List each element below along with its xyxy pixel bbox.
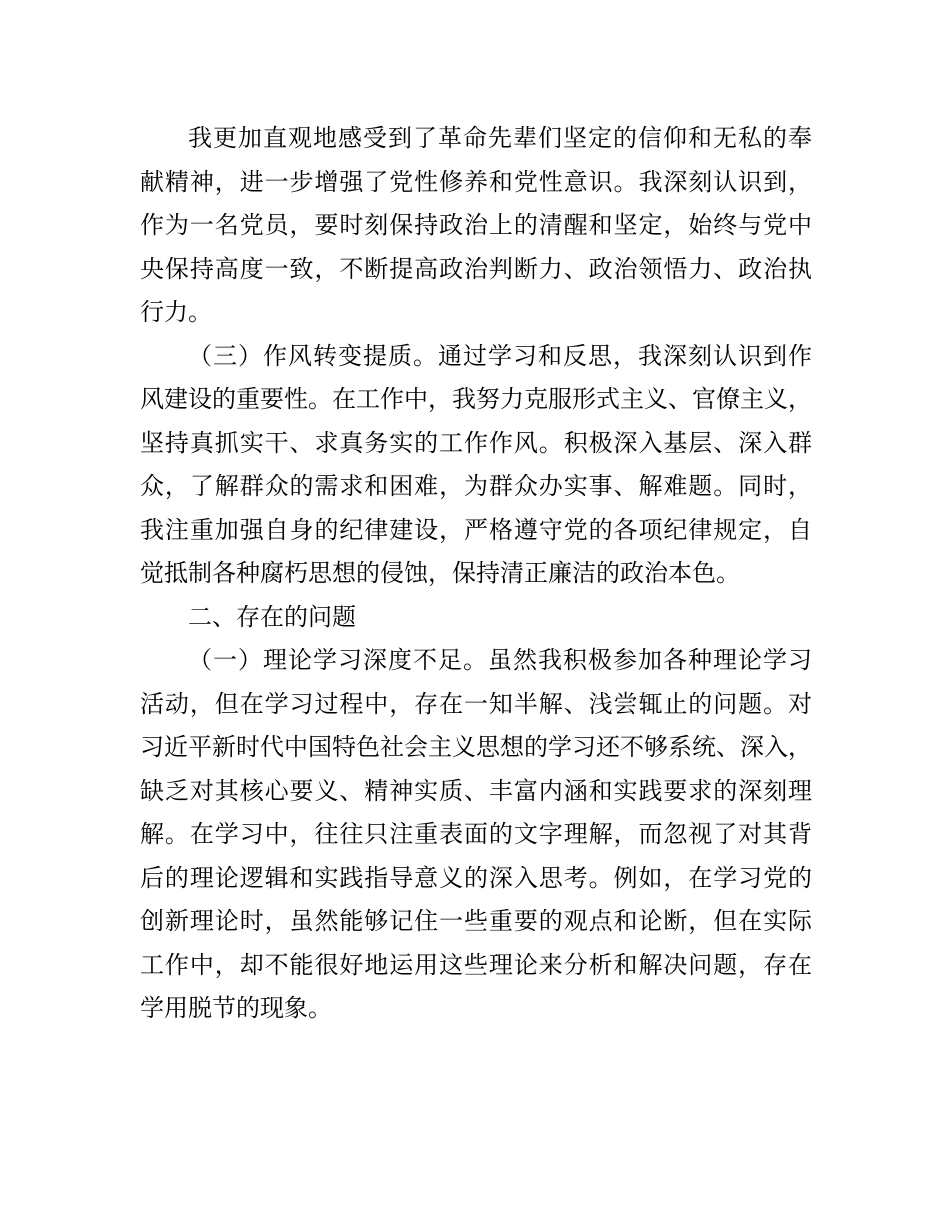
text-line: （一）理论学习深度不足。虽然我积极参加各种理论学习 [188, 646, 812, 674]
section-heading: 二、存在的问题 [188, 602, 356, 631]
paragraph-theory-study [140, 639, 812, 1031]
section-heading-problems [140, 596, 812, 640]
text-line: 觉抵制各种腐朽思想的侵蚀，保持清正廉洁的政治本色。 [140, 559, 740, 587]
text-line: 后的理论逻辑和实践指导意义的深入思考。例如，在学习党的 [140, 863, 812, 892]
text-line: 坚持真抓实干、求真务实的工作作风。积极深入基层、深入群 [140, 428, 812, 457]
text-line: 风建设的重要性。在工作中，我努力克服形式主义、官僚主义， [140, 385, 812, 413]
text-line: （三）作风转变提质。通过学习和反思，我深刻认识到作 [188, 341, 812, 370]
text-line: 学用脱节的现象。 [140, 994, 332, 1022]
text-line: 活动，但在学习过程中，存在一知半解、浅尝辄止的问题。对 [140, 689, 812, 718]
paragraph-revolutionary-spirit [140, 117, 812, 335]
text-line: 解。在学习中，往往只注重表面的文字理解，而忽视了对其背 [140, 820, 812, 848]
text-line: 我更加直观地感受到了革命先辈们坚定的信仰和无私的奉 [188, 124, 812, 152]
text-line: 习近平新时代中国特色社会主义思想的学习还不够系统、深入， [140, 733, 812, 761]
text-line: 央保持高度一致，不断提高政治判断力、政治领悟力、政治执 [140, 254, 812, 283]
text-line: 献精神，进一步增强了党性修养和党性意识。我深刻认识到， [140, 167, 812, 196]
text-line: 工作中，却不能很好地运用这些理论来分析和解决问题，存在 [140, 950, 812, 979]
text-line: 作为一名党员，要时刻保持政治上的清醒和坚定，始终与党中 [140, 211, 812, 239]
text-line: 我注重加强自身的纪律建设，严格遵守党的各项纪律规定，自 [140, 515, 812, 544]
text-line: 缺乏对其核心要义、精神实质、丰富内涵和实践要求的深刻理 [140, 776, 812, 805]
text-line: 行力。 [140, 298, 212, 326]
text-line: 创新理论时，虽然能够记住一些重要的观点和论断，但在实际 [140, 907, 812, 935]
document-body [140, 117, 812, 1031]
text-line: 众，了解群众的需求和困难，为群众办实事、解难题。同时， [140, 472, 812, 500]
paragraph-work-style [140, 335, 812, 596]
